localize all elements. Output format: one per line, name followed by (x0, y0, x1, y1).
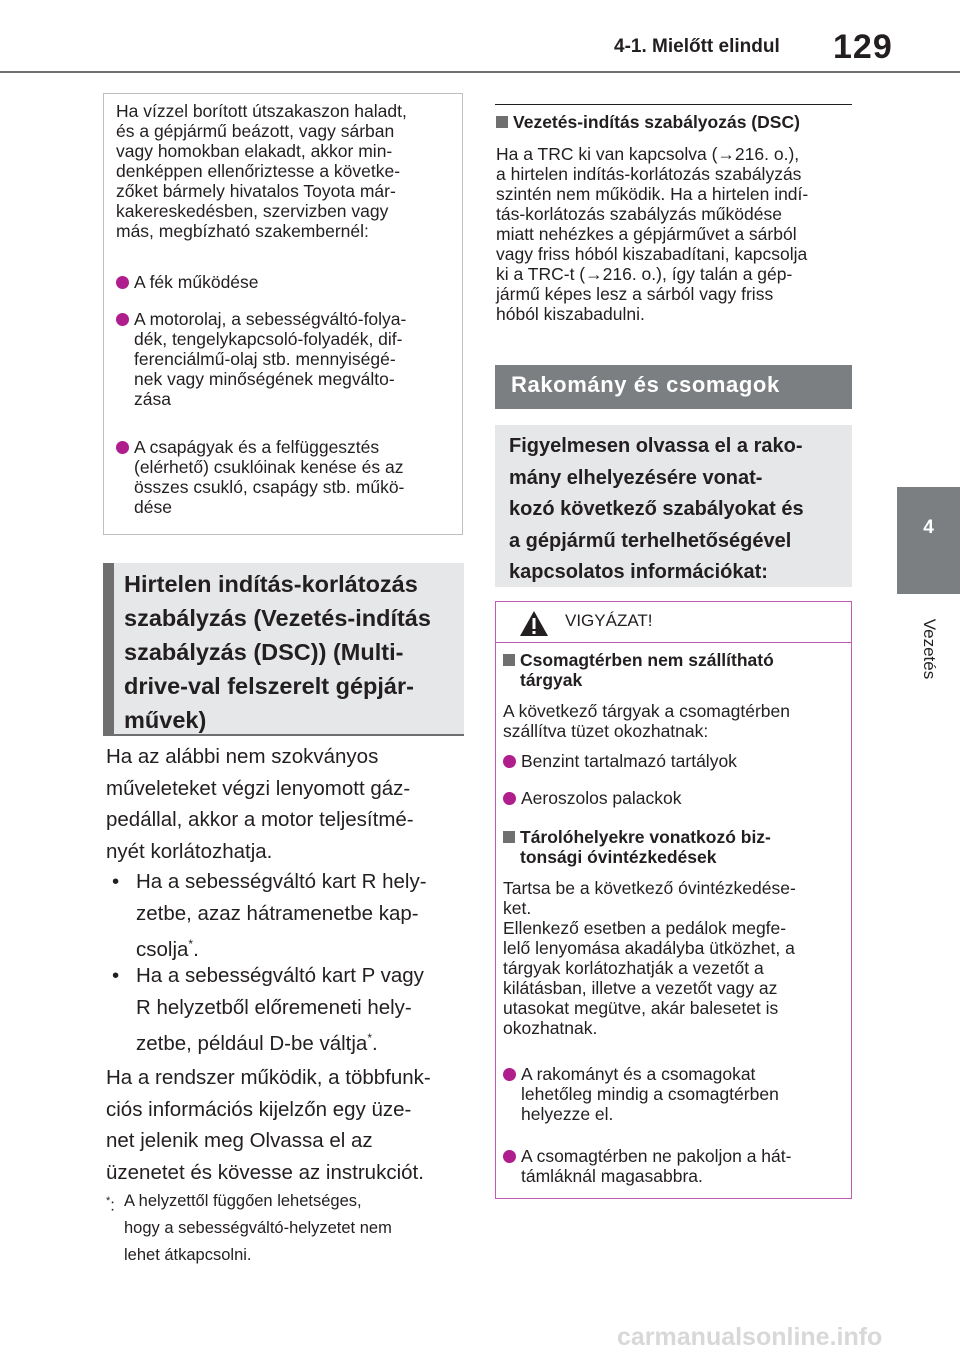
footnote (106, 1188, 466, 1269)
bullet-dot-icon (503, 1068, 516, 1081)
list-item-text: A fék működése (134, 272, 259, 292)
chapter-number: 4 (923, 517, 934, 538)
warning-subheading-row (503, 650, 843, 690)
list-item-text: A csomagtérben ne pakoljon a hát- támláknál magasabbra. (521, 1146, 792, 1186)
bullet-marker: • (112, 870, 120, 893)
footnote-label: *: (106, 1195, 115, 1215)
dsc-heading-row (496, 112, 853, 132)
chapter-label: Vezetés (919, 618, 939, 680)
list-item (503, 788, 843, 808)
dsc-heading: Vezetés-indítás szabályozás (DSC) (513, 112, 800, 132)
page-number: 129 (833, 28, 893, 66)
list-item (112, 866, 466, 965)
intro-text: Figyelmesen olvassa el a rako- mány elhelyezésére vonat- kozó következő szabályokat és a gépjármű terhelhetőségével kapcsolatos információkat: (509, 435, 804, 583)
header-divider (0, 71, 960, 73)
square-bullet-icon (503, 831, 515, 843)
chapter-tab (897, 487, 960, 594)
list-item-text: Ha a sebességváltó kart P vagy R helyzetből előremeneti hely- zetbe, például D-be váltja*. (136, 964, 424, 1055)
intro-box (495, 425, 852, 587)
list-item-text: A rakományt és a csomagokat lehetőleg mindig a csomagtérben helyezze el. (521, 1064, 779, 1124)
footnote-ref: * (367, 1031, 373, 1045)
watermark: carmanualsonline.info (617, 1323, 883, 1351)
bullet-dot-icon (503, 1150, 516, 1163)
heading-rule (103, 734, 464, 736)
section-heading-box (114, 563, 464, 735)
list-item (503, 751, 843, 771)
bullet-dot-icon (116, 313, 129, 326)
list-item-text: Ha a sebességváltó kart R hely- zetbe, azaz hátramenetbe kap- csolja*. (136, 870, 427, 961)
banner-title: Rakomány és csomagok (511, 372, 780, 397)
list-item (116, 309, 456, 409)
hirtelen-intro: Ha az alábbi nem szokványos műveleteket végzi lenyomott gáz- pedállal, akkor a motor teljesítmé- nyét korlátozhatja. (106, 745, 414, 863)
dsc-body: Ha a TRC ki van kapcsolva (→216. o.), a hirtelen indítás-korlátozás szabályzás szintén nem működik. Ha a hirtelen indí- tás-korlátozás szabályzás működése miatt nehézkes a gépjárművet a sárból vagy friss hóból kiszabadítani, kapcsolja ki a TRC-t (→216. o.), így talán a gép- jármű képes lesz a sárból vagy friss hóból kiszabadulni. (496, 144, 809, 324)
bullet-dot-icon (116, 441, 129, 454)
list-item (116, 437, 456, 517)
list-item (116, 272, 456, 292)
warning-subheading: Tárolóhelyekre vonatkozó biz- tonsági óvintézkedések (520, 827, 771, 867)
section-title: 4-1. Mielőtt elindul (614, 36, 780, 57)
warning-header (496, 602, 851, 643)
bullet-dot-icon (116, 276, 129, 289)
warning-triangle-icon (519, 610, 549, 637)
warning-body: A következő tárgyak a csomagtérben szállítva tüzet okozhatnak: (503, 701, 790, 741)
square-bullet-icon (503, 654, 515, 666)
warning-subheading: Csomagtérben nem szállítható tárgyak (520, 650, 774, 690)
sentence-end: . (193, 937, 199, 961)
warning-title: VIGYÁZAT! (565, 611, 653, 630)
list-item (503, 1146, 843, 1186)
bullet-marker: • (112, 964, 120, 987)
list-item-text: Benzint tartalmazó tartályok (521, 751, 737, 771)
section-banner (495, 365, 852, 409)
warning-body: Tartsa be a következő óvintézkedése- ket. Ellenkező esetben a pedálok megfe- lelő lenyomása akadályba ütközhet, a tárgyak korlátozhatják a vezetőt a kilátásban, illetve a vezetőt vagy az utasokat megütve, akár balesetet is okozhatnak. (503, 878, 796, 1038)
warning-subheading-row (503, 827, 843, 867)
water-check-intro: Ha vízzel borított útszakaszon haladt, és a gépjármű beázott, vagy sárban vagy homokban elakadt, akkor min- denképpen ellenőriztesse a követke- zőket bármely hivatalos Toyota már- kakereskedésben, szervizben vagy más, megbízható szakembernél: (116, 101, 407, 241)
hirtelen-outro: Ha a rendszer működik, a többfunk- ciós információs kijelzőn egy üze- net jelenik meg Olvassa el az üzenetet és kövesse az instrukciót. (106, 1066, 431, 1184)
list-item-text: Aeroszolos palackok (521, 788, 682, 808)
footnote-ref: * (188, 937, 194, 951)
chapter-label-wrap (897, 604, 960, 694)
list-item-text: A motorolaj, a sebességváltó-folya- dék, tengelykapcsoló-folyadék, dif- ferenciálmű-olaj stb. mennyiségé- nek vagy minőségének megválto- zása (134, 309, 407, 409)
heading-accent-bar (103, 563, 114, 735)
list-item (503, 1064, 843, 1124)
footnote-text: A helyzettől függően lehetséges, hogy a sebességváltó-helyzetet nem lehet átkapcsolni. (124, 1192, 392, 1264)
square-bullet-icon (496, 116, 508, 128)
list-item-text: A csapágyak és a felfüggesztés (elérhető) csuklóinak kenése és az összes csukló, csapágy stb. műkö- dése (134, 437, 405, 517)
sentence-end: . (372, 1031, 378, 1055)
list-item (112, 960, 466, 1059)
section-heading: Hirtelen indítás-korlátozás szabályzás (Vezetés-indítás szabályzás (DSC)) (Multi- drive-val felszerelt gépjár- művek) (124, 571, 431, 733)
bullet-dot-icon (503, 792, 516, 805)
bullet-dot-icon (503, 755, 516, 768)
subsection-rule (495, 104, 852, 105)
